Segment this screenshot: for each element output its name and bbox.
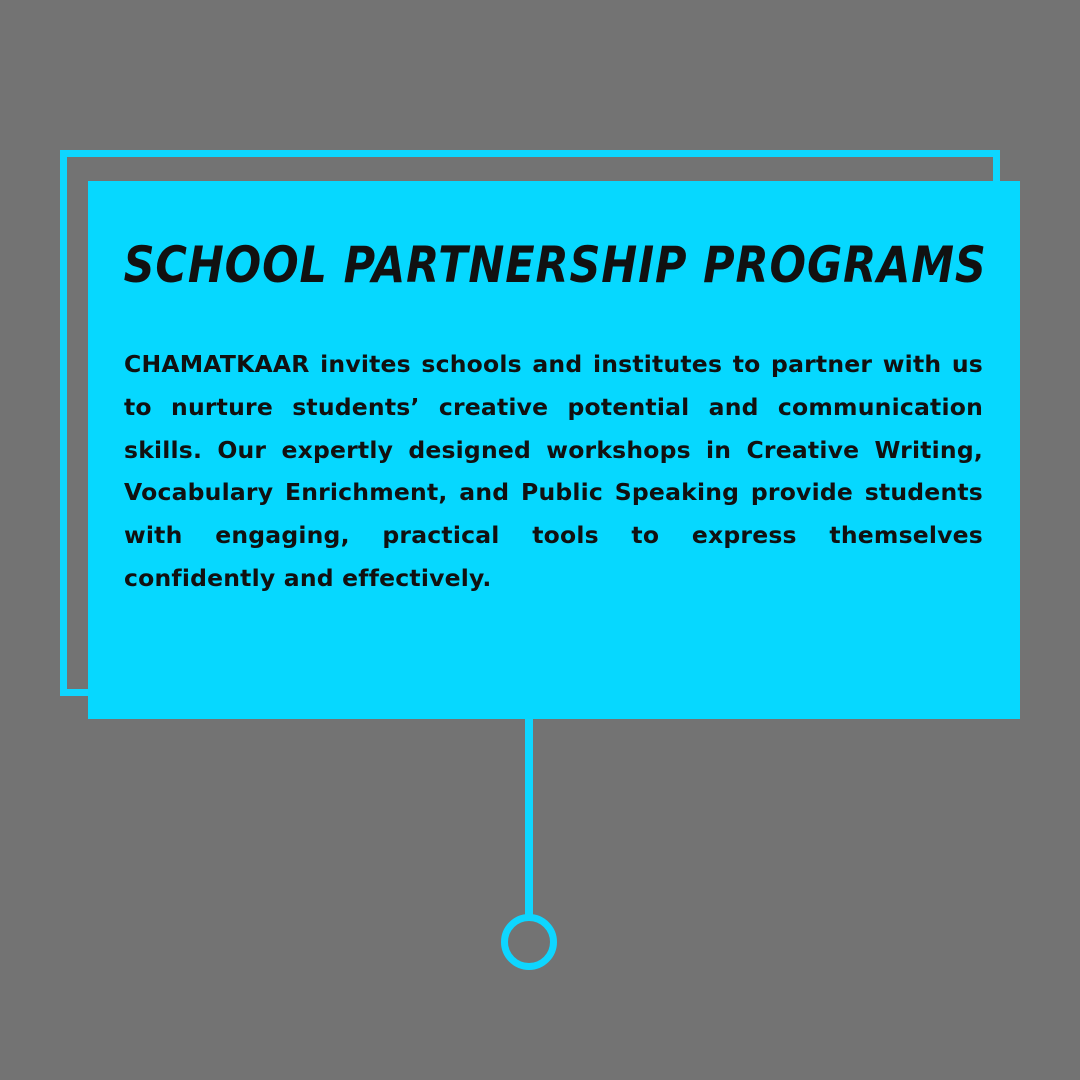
- connector-node-circle: [501, 914, 557, 970]
- card-body-text: CHAMATKAAR invites schools and institutes to partner with us to nurture students’ creative potential and communication skills. Our expertly designed workshops in Creative Writing, Vocabulary Enrichment, and Public Speaking provide students with engaging, practical tools to express themselves confidently and effectively.: [124, 350, 983, 592]
- connector-line: [525, 719, 533, 915]
- card-title: SCHOOL PARTNERSHIP PROGRAMS: [123, 236, 987, 294]
